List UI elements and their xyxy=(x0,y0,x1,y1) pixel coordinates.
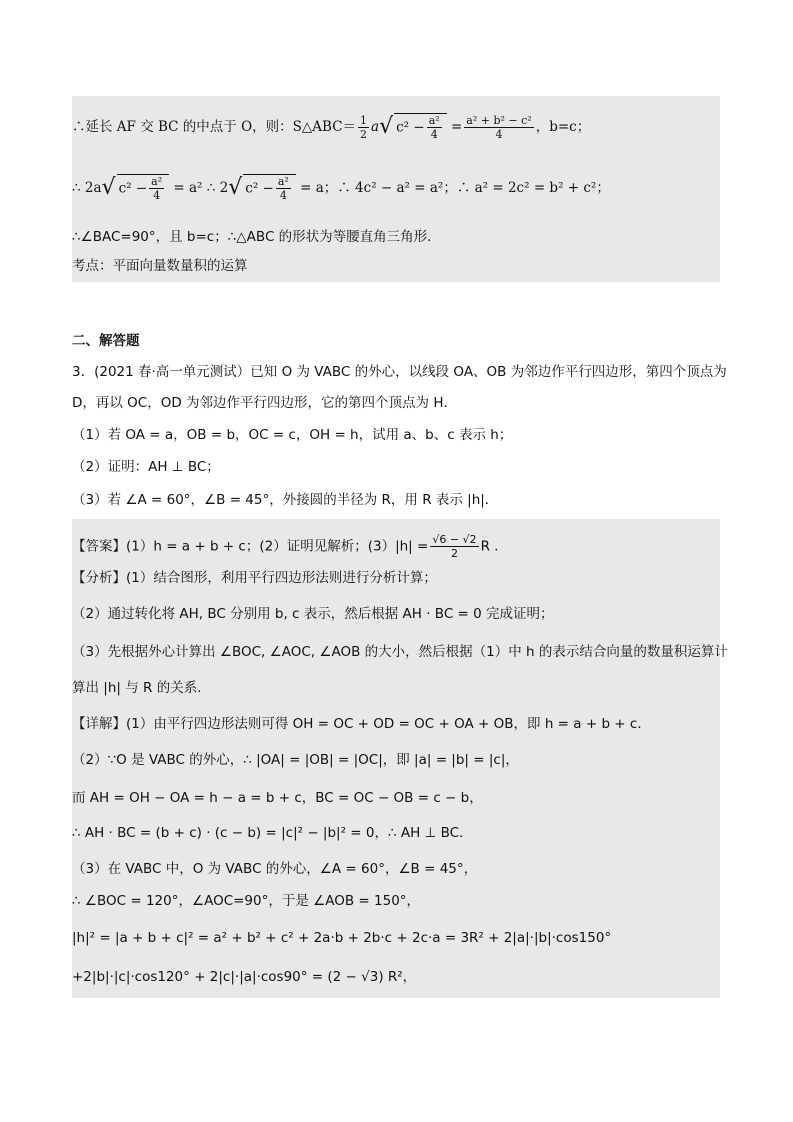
detail-line-2: （2）∵O 是 VABC 的外心，∴ |OA| = |OB| = |OC|，即 |a| = |b| = |c|， xyxy=(72,752,519,768)
radical-icon: √ xyxy=(101,175,116,200)
radical-icon: √ xyxy=(228,175,243,200)
detail-line-8: +2|b|·|c|·cos120° + 2|c|·|a|·cos90° = (2 − √3) R²， xyxy=(72,969,417,985)
analysis-line-3: （3）先根据外心计算出 ∠BOC, ∠AOC, ∠AOB 的大小，然后根据（1）中 h 的表示结合向量的数量积运算计 xyxy=(72,644,728,660)
detail-line-6: ∴ ∠BOC = 120°，∠AOC=90°，于是 ∠AOB = 150°， xyxy=(72,893,421,909)
conclusion-line: ∴∠BAC=90°，且 b=c；∴△ABC 的形状为等腰直角三角形． xyxy=(72,229,441,245)
question-text-line-1: 3．(2021 春·高一单元测试）已知 O 为 VABC 的外心，以线段 OA、OB 为邻边作平行四边形，第四个顶点为 xyxy=(72,364,727,380)
area-formula-prefix: ∴延长 AF 交 BC 的中点于 O，则：S△ABC＝ xyxy=(72,119,357,135)
radicand: c² − $\frac{\text{a²}}{4}$ xyxy=(394,113,447,141)
section-heading: 二、解答题 xyxy=(72,333,140,349)
detail-line-5: （3）在 VABC 中，O 为 VABC 的外心，∠A = 60°，∠B = 45°， xyxy=(72,861,478,877)
radical-icon: √ xyxy=(379,114,394,139)
cosine-fraction: $\frac{\text{a² + b² − c²}}{4}$ xyxy=(466,113,532,141)
question-part-3: （3）若 ∠A = 60°，∠B = 45°，外接圆的半径为 R，用 R 表示 |h|． xyxy=(72,492,499,508)
equation-chain-line: ∴ 2a√ c² − $\frac{\text{a²}}{4}$ = a² ∴ 2√ c² − $\frac{\text{a²}}{4}$ = a；∴ 4c² − a² = a²；∴ a² = 2c² = b² + c²； xyxy=(72,175,610,202)
detail-line-7: |h|² = |a + b + c|² = a² + b² + c² + 2a·b + 2b·c + 2c·a = 3R² + 2|a|·|b|·cos150° xyxy=(72,930,612,946)
detail-line-1: 【详解】(1）由平行四边形法则可得 OH = OC + OD = OC + OA + OB，即 h = a + b + c． xyxy=(72,716,651,732)
knowledge-point: 考点：平面向量数量积的运算 xyxy=(72,258,248,274)
question-text-line-2: D，再以 OC，OD 为邻边作平行四边形，它的第四个顶点为 H． xyxy=(72,395,457,411)
analysis-line-2: （2）通过转化将 AH, BC 分别用 b, c 表示，然后根据 AH · BC = 0 完成证明； xyxy=(72,606,554,622)
detail-line-3: 而 AH = OH − OA = h − a = b + c，BC = OC − OB = c − b， xyxy=(72,790,483,806)
detail-line-4: ∴ AH · BC = (b + c) · (c − b) = |c|² − |b|² = 0，∴ AH ⊥ BC． xyxy=(72,825,473,841)
analysis-line-4: 算出 |h| 与 R 的关系. xyxy=(72,680,202,696)
area-formula-line: ∴延长 AF 交 BC 的中点于 O，则：S△ABC＝ $\frac{1}{2}$ a√ c² − $\frac{\text{a²}}{4}$ = $\frac{\text{a² + b² − c²}}{4}$ ，b=c； xyxy=(72,113,591,141)
half-fraction: $\frac{1}{2}$ xyxy=(360,113,368,141)
analysis-line-1: 【分析】(1）结合图形，利用平行四边形法则进行分析计算； xyxy=(72,570,437,586)
question-part-1: （1）若 OA = a，OB = b，OC = c，OH = h，试用 a、b、c 表示 h； xyxy=(72,427,513,443)
answer-fraction: $\frac{√6 - √2}{2}$ xyxy=(432,533,477,560)
question-part-2: （2）证明：AH ⊥ BC； xyxy=(72,459,220,475)
answer-line: 【答案】(1）h = a + b + c；(2）证明见解析；(3）|h| = $\frac{√6 - √2}{2}$ R ． xyxy=(72,533,508,560)
